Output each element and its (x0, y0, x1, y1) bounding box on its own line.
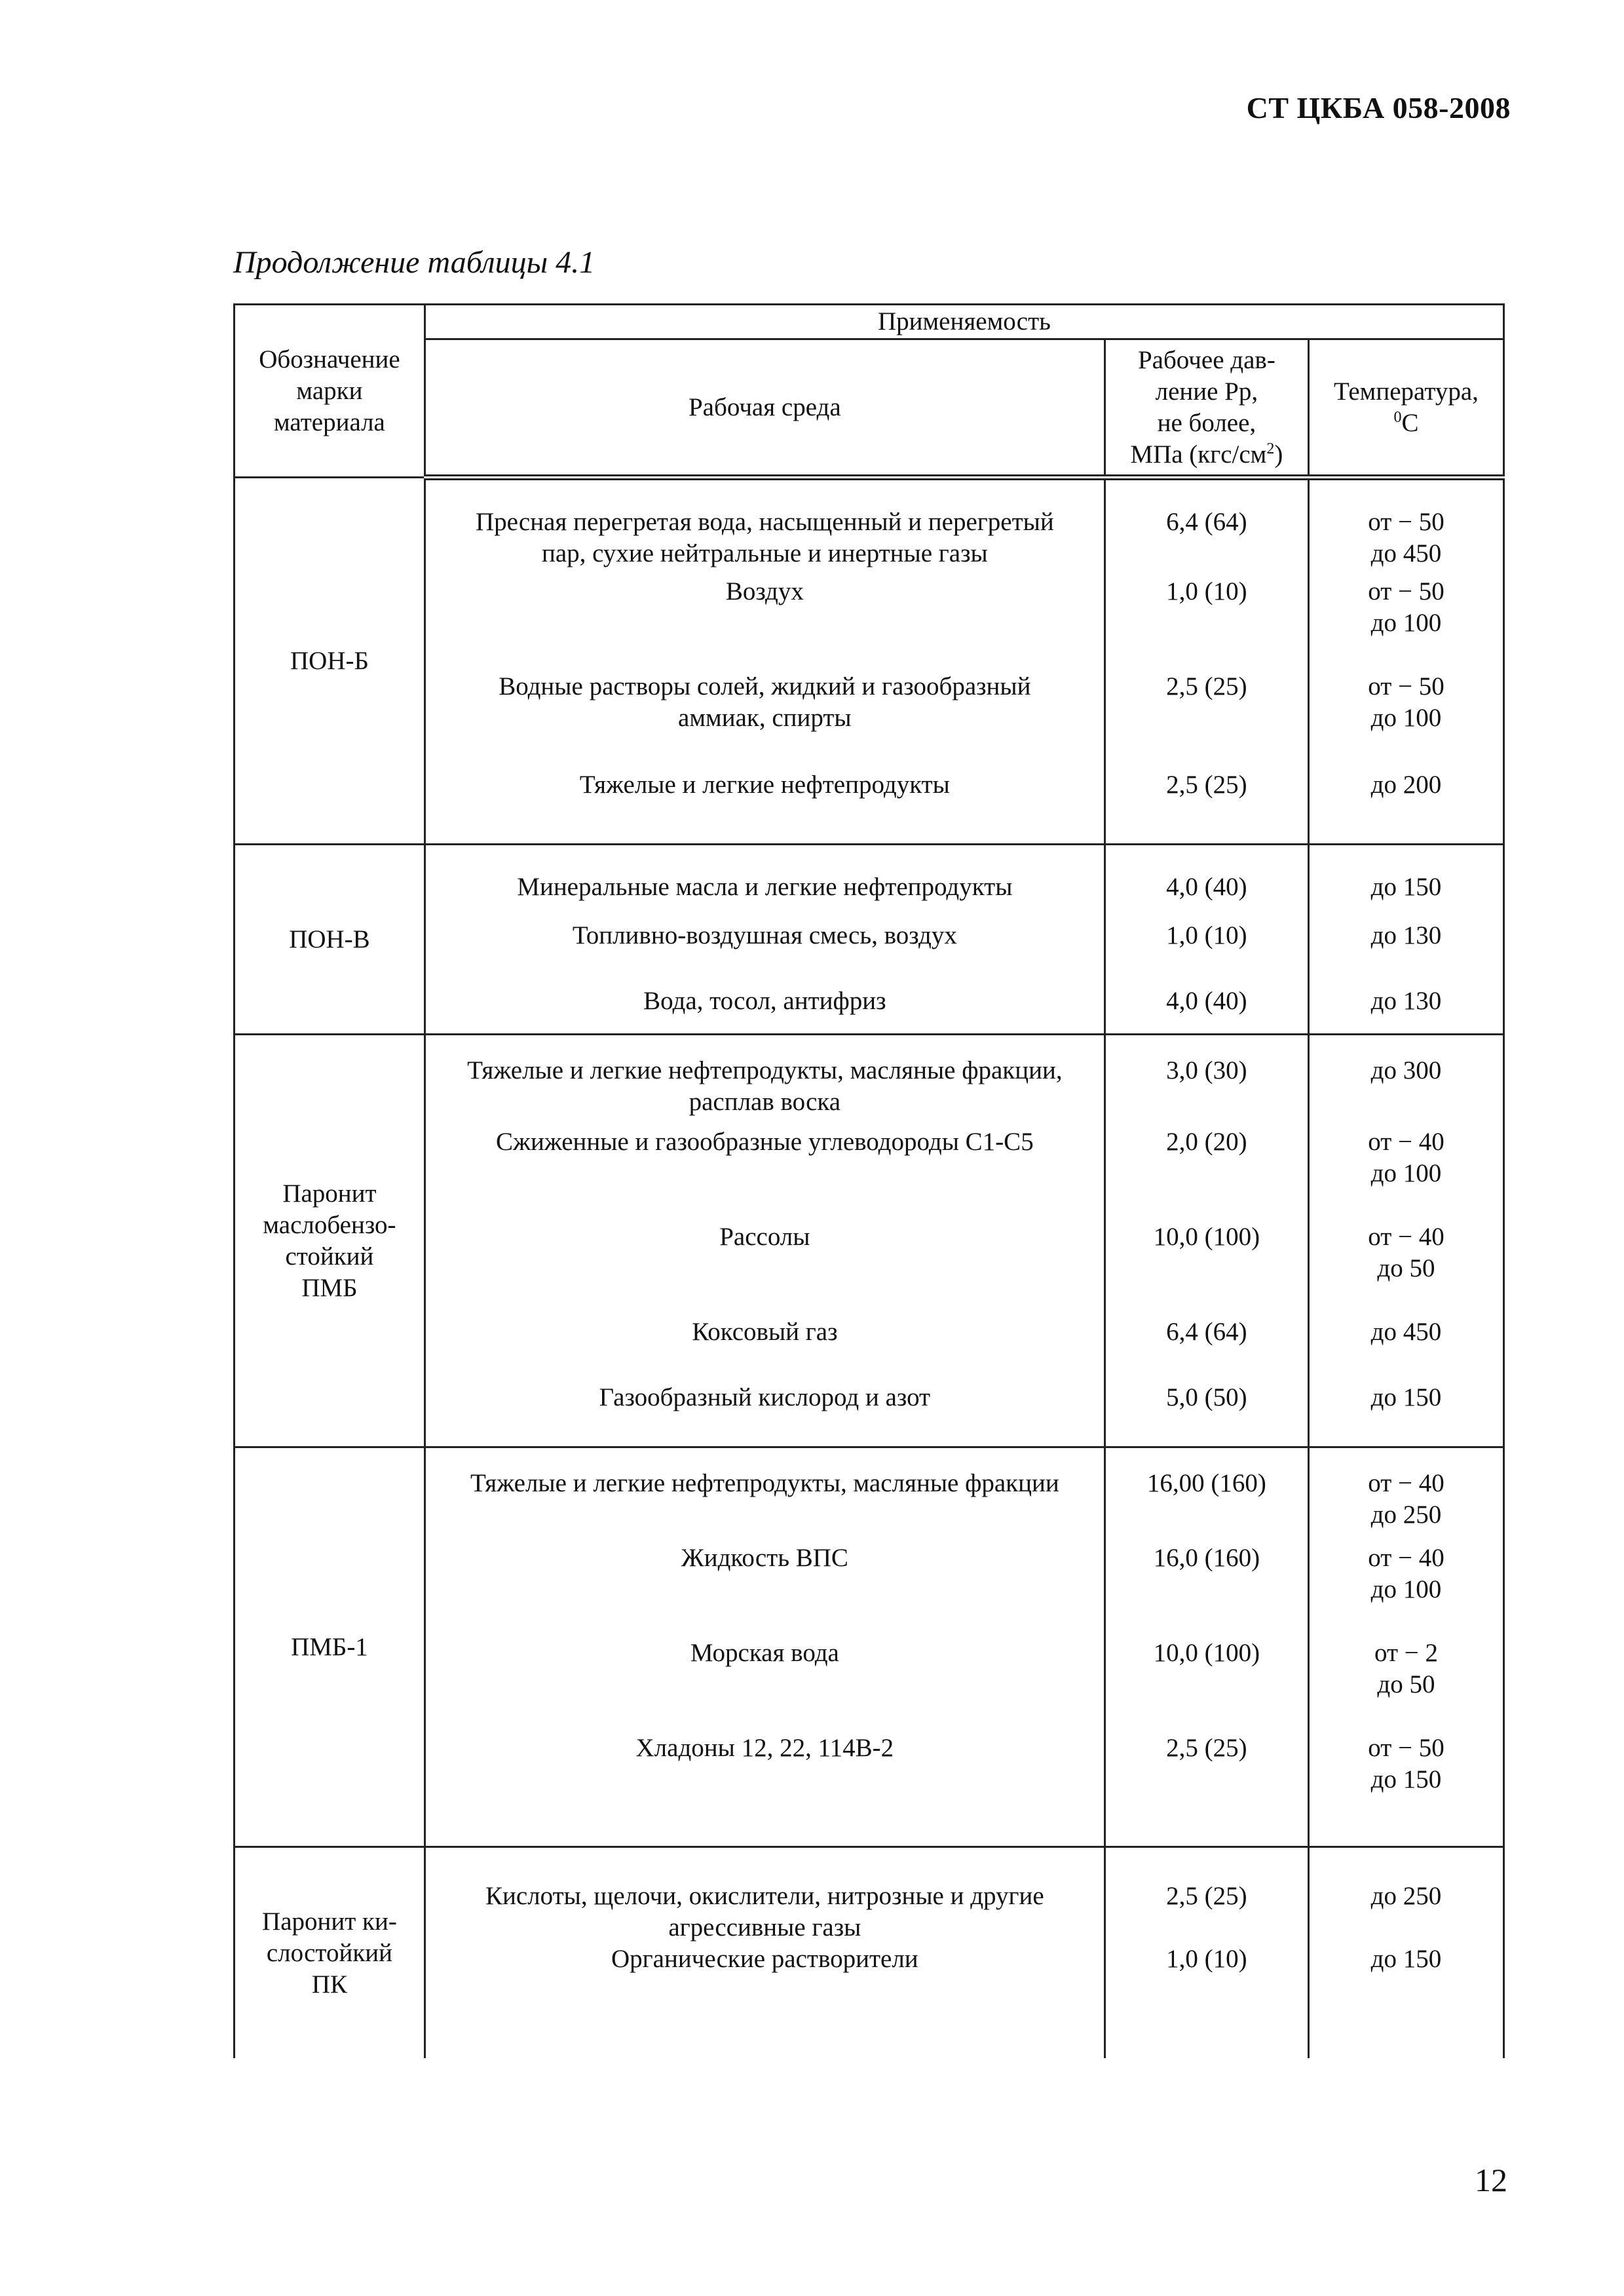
table-row (235, 845, 1504, 920)
table-row (235, 1035, 1504, 1126)
working-medium-cell: Органические растворители (425, 1943, 1105, 2058)
pressure-cell: 6,4 (64) (1105, 1316, 1308, 1382)
temperature-cell: до 150 (1308, 845, 1503, 920)
material-mark-cell: ПОН-Б (235, 478, 425, 845)
header-temperature: Температура, $^0$С (1308, 339, 1503, 478)
table-row (235, 1542, 1504, 1637)
table-row (235, 478, 1504, 576)
pressure-cell: 16,00 (160) (1105, 1447, 1308, 1542)
material-mark-cell: Паронит маслобензо- стойкий ПМБ (235, 1035, 425, 1447)
table-row (235, 576, 1504, 671)
working-medium-cell: Топливно-воздушная смесь, воздух (425, 920, 1105, 985)
working-medium-cell: Рассолы (425, 1221, 1105, 1316)
material-mark-cell: ПОН-В (235, 845, 425, 1035)
pressure-cell: 2,0 (20) (1105, 1126, 1308, 1221)
pressure-cell: 2,5 (25) (1105, 1847, 1308, 1944)
working-medium-cell: Вода, тосол, антифриз (425, 985, 1105, 1035)
temperature-cell: до 300 (1308, 1035, 1503, 1126)
table-row (235, 985, 1504, 1035)
table-row (235, 1732, 1504, 1847)
temperature-cell: от − 50 до 100 (1308, 576, 1503, 671)
pressure-cell: 6,4 (64) (1105, 478, 1308, 576)
working-medium-cell: Сжиженные и газообразные углеводороды С1-С5 (425, 1126, 1105, 1221)
pressure-cell: 10,0 (100) (1105, 1221, 1308, 1316)
header-material-mark: Обозначение марки материала (235, 305, 425, 478)
temperature-cell: до 250 (1308, 1847, 1503, 1944)
table-row (235, 1447, 1504, 1542)
temperature-cell: от − 50 до 100 (1308, 671, 1503, 769)
header-working-medium: Рабочая среда (425, 339, 1105, 478)
temperature-cell: от − 40 до 100 (1308, 1126, 1503, 1221)
temperature-cell: до 130 (1308, 920, 1503, 985)
working-medium-cell: Минеральные масла и легкие нефтепродукты (425, 845, 1105, 920)
temperature-cell: от − 40 до 50 (1308, 1221, 1503, 1316)
working-medium-cell: Тяжелые и легкие нефтепродукты, масляные фракции (425, 1447, 1105, 1542)
temperature-cell: от − 40 до 100 (1308, 1542, 1503, 1637)
table-row (235, 769, 1504, 845)
working-medium-cell: Хладоны 12, 22, 114В-2 (425, 1732, 1105, 1847)
pressure-cell: 16,0 (160) (1105, 1542, 1308, 1637)
temperature-cell: до 200 (1308, 769, 1503, 845)
table-row (235, 1126, 1504, 1221)
materials-table (233, 303, 1505, 2058)
table-row (235, 920, 1504, 985)
working-medium-cell: Морская вода (425, 1637, 1105, 1732)
table-row (235, 1847, 1504, 1944)
pressure-cell: 3,0 (30) (1105, 1035, 1308, 1126)
working-medium-cell: Жидкость ВПС (425, 1542, 1105, 1637)
temperature-cell: до 150 (1308, 1943, 1503, 2058)
pressure-cell: 1,0 (10) (1105, 576, 1308, 671)
pressure-cell: 10,0 (100) (1105, 1637, 1308, 1732)
temperature-cell: до 130 (1308, 985, 1503, 1035)
header-working-pressure: Рабочее дав- ление Рр, не более, МПа $(кгс/см^2)$ (1105, 339, 1308, 478)
pressure-cell: 4,0 (40) (1105, 985, 1308, 1035)
temperature-cell: от − 40 до 250 (1308, 1447, 1503, 1542)
working-medium-cell: Кислоты, щелочи, окислители, нитрозные и другие агрессивные газы (425, 1847, 1105, 1944)
header-applicability: Применяемость (425, 305, 1503, 339)
working-medium-cell: Тяжелые и легкие нефтепродукты, масляные фракции, расплав воска (425, 1035, 1105, 1126)
table-row (235, 1316, 1504, 1382)
material-mark-cell: Паронит ки- слостойкий ПК (235, 1847, 425, 2059)
working-medium-cell: Газообразный кислород и азот (425, 1382, 1105, 1447)
table-row (235, 1637, 1504, 1732)
working-medium-cell: Водные растворы солей, жидкий и газообразный аммиак, спирты (425, 671, 1105, 769)
temperature-cell: до 150 (1308, 1382, 1503, 1447)
table-body (235, 478, 1504, 2059)
temperature-cell: до 450 (1308, 1316, 1503, 1382)
pressure-cell: 1,0 (10) (1105, 920, 1308, 985)
temperature-cell: от − 2 до 50 (1308, 1637, 1503, 1732)
table-row (235, 1382, 1504, 1447)
pressure-cell: 4,0 (40) (1105, 845, 1308, 920)
table-caption: Продолжение таблицы 4.1 (233, 245, 595, 280)
material-mark-cell: ПМБ-1 (235, 1447, 425, 1847)
pressure-cell: 2,5 (25) (1105, 769, 1308, 845)
working-medium-cell: Пресная перегретая вода, насыщенный и перегретый пар, сухие нейтральные и инертные газы (425, 478, 1105, 576)
table-row (235, 1943, 1504, 2058)
pressure-cell: 2,5 (25) (1105, 671, 1308, 769)
temperature-cell: от − 50 до 450 (1308, 478, 1503, 576)
temperature-cell: от − 50 до 150 (1308, 1732, 1503, 1847)
pressure-cell: 5,0 (50) (1105, 1382, 1308, 1447)
document-code: СТ ЦКБА 058-2008 (1246, 91, 1511, 124)
table-row (235, 1221, 1504, 1316)
pressure-cell: 2,5 (25) (1105, 1732, 1308, 1847)
table-row (235, 671, 1504, 769)
pressure-cell: 1,0 (10) (1105, 1943, 1308, 2058)
working-medium-cell: Воздух (425, 576, 1105, 671)
working-medium-cell: Тяжелые и легкие нефтепродукты (425, 769, 1105, 845)
working-medium-cell: Коксовый газ (425, 1316, 1105, 1382)
page-number: 12 (1475, 2162, 1507, 2198)
